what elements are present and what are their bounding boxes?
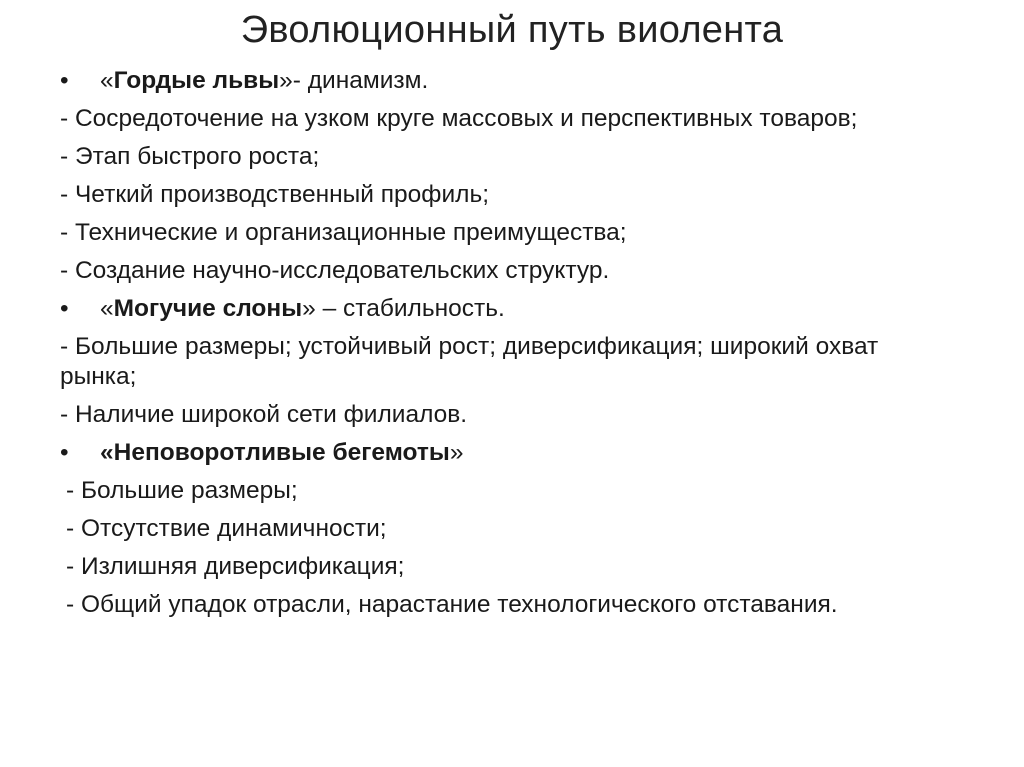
- list-item: - Технические и организационные преимущества;: [60, 219, 627, 246]
- open-quote: «: [100, 295, 114, 322]
- section-suffix: - динамизм.: [292, 67, 429, 94]
- list-item: - Четкий производственный профиль;: [60, 181, 490, 208]
- open-quote: «: [100, 67, 114, 94]
- list-item: - Большие размеры; устойчивый рост; диверсификация; широкий охват рынка;: [60, 333, 879, 390]
- list-item: - Общий упадок отрасли, нарастание технологического отставания.: [66, 591, 838, 618]
- slide-body: [60, 66, 960, 628]
- section-heading-lions: [60, 66, 960, 96]
- section-heading-elephants: [60, 294, 960, 324]
- section-heading-hippos: [60, 438, 960, 468]
- list-item: - Наличие широкой сети филиалов.: [60, 401, 468, 428]
- section-name: Гордые львы: [113, 67, 280, 94]
- section-name: Неповоротливые бегемоты: [113, 439, 450, 466]
- bullet-icon: •: [60, 295, 69, 322]
- list-item: - Создание научно-исследовательских структур.: [60, 257, 610, 284]
- list-item: - Сосредоточение на узком круге массовых и перспективных товаров;: [60, 105, 858, 132]
- section-suffix: – стабильность.: [315, 295, 505, 322]
- close-quote: »: [279, 67, 293, 94]
- slide-title: Эволюционный путь виолента: [240, 9, 784, 51]
- open-quote: «: [100, 439, 114, 466]
- close-quote: »: [302, 295, 316, 322]
- list-item: - Отсутствие динамичности;: [66, 515, 387, 542]
- list-item: - Излишняя диверсификация;: [66, 553, 405, 580]
- section-name: Могучие слоны: [113, 295, 303, 322]
- close-quote: »: [449, 439, 464, 466]
- bullet-icon: •: [60, 439, 69, 466]
- list-item: - Большие размеры;: [66, 477, 298, 504]
- list-item: - Этап быстрого роста;: [60, 143, 320, 170]
- bullet-icon: •: [60, 67, 69, 94]
